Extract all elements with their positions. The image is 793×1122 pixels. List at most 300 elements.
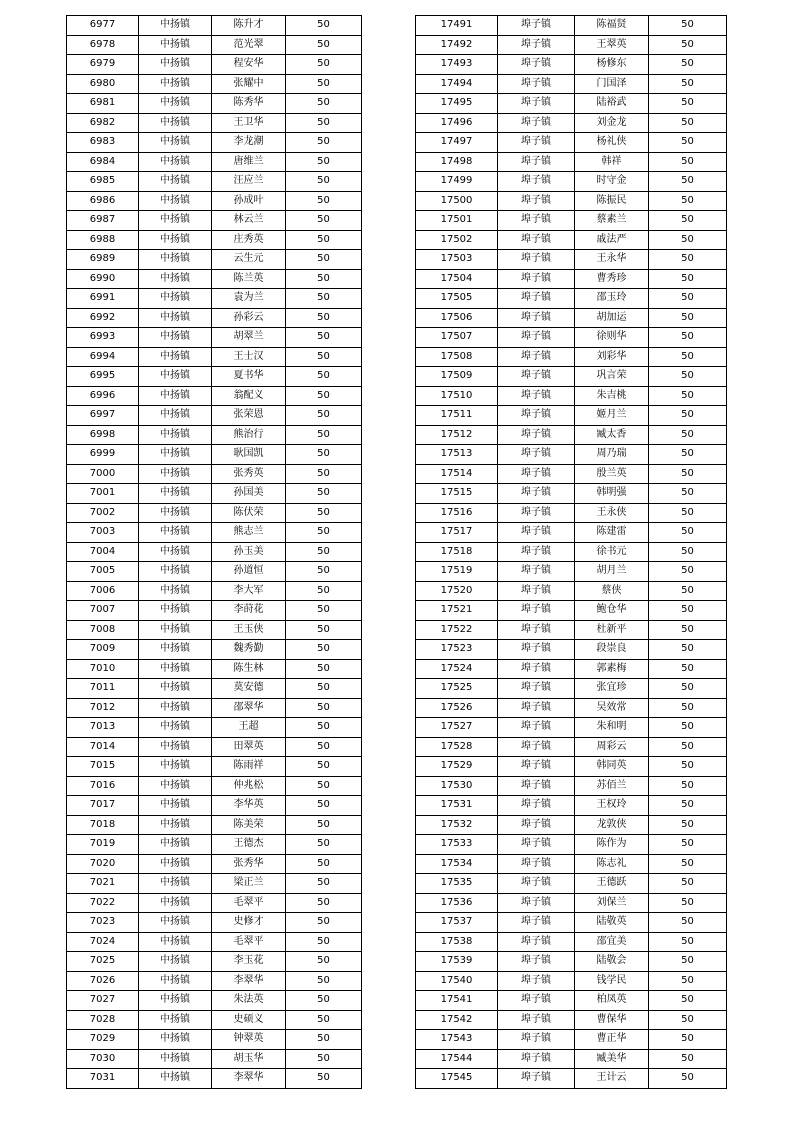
name-cell: 胡翠兰 [212, 328, 286, 348]
amount-cell: 50 [649, 425, 727, 445]
name-cell: 程安华 [212, 55, 286, 75]
table-row [416, 796, 727, 816]
town-cell: 埠子镇 [498, 1069, 575, 1089]
town-cell: 中扬镇 [139, 445, 212, 465]
amount-cell: 50 [286, 913, 362, 933]
name-cell: 王永侠 [575, 503, 649, 523]
amount-cell: 50 [286, 269, 362, 289]
row-number-cell: 17508 [416, 347, 498, 367]
row-number-cell: 7019 [67, 835, 139, 855]
town-cell: 埠子镇 [498, 796, 575, 816]
amount-cell: 50 [286, 347, 362, 367]
amount-cell: 50 [286, 328, 362, 348]
name-cell: 邵翠华 [212, 698, 286, 718]
name-cell: 时守金 [575, 172, 649, 192]
name-cell: 钟翠英 [212, 1030, 286, 1050]
name-cell: 杨礼侠 [575, 133, 649, 153]
table-row [67, 113, 362, 133]
amount-cell: 50 [286, 74, 362, 94]
amount-cell: 50 [286, 757, 362, 777]
amount-cell: 50 [286, 815, 362, 835]
town-cell: 埠子镇 [498, 94, 575, 114]
town-cell: 埠子镇 [498, 133, 575, 153]
name-cell: 王卫华 [212, 113, 286, 133]
row-number-cell: 6985 [67, 172, 139, 192]
amount-cell: 50 [286, 893, 362, 913]
amount-cell: 50 [649, 601, 727, 621]
table-row [416, 932, 727, 952]
name-cell: 陈秀华 [212, 94, 286, 114]
amount-cell: 50 [286, 503, 362, 523]
table-row [416, 620, 727, 640]
row-number-cell: 6977 [67, 16, 139, 36]
amount-cell: 50 [286, 152, 362, 172]
amount-cell: 50 [649, 796, 727, 816]
name-cell: 郭素梅 [575, 659, 649, 679]
amount-cell: 50 [649, 289, 727, 309]
row-number-cell: 6982 [67, 113, 139, 133]
row-number-cell: 17520 [416, 581, 498, 601]
name-cell: 张宜珍 [575, 679, 649, 699]
row-number-cell: 17521 [416, 601, 498, 621]
table-row [416, 776, 727, 796]
row-number-cell: 17529 [416, 757, 498, 777]
row-number-cell: 17544 [416, 1049, 498, 1069]
town-cell: 中扬镇 [139, 94, 212, 114]
name-cell: 王玉侠 [212, 620, 286, 640]
table-row [67, 952, 362, 972]
table-row [416, 991, 727, 1011]
amount-cell: 50 [649, 815, 727, 835]
row-number-cell: 17512 [416, 425, 498, 445]
table-row [416, 94, 727, 114]
roster-table-right [415, 15, 727, 1089]
row-number-cell: 17524 [416, 659, 498, 679]
town-cell: 中扬镇 [139, 1069, 212, 1089]
town-cell: 中扬镇 [139, 503, 212, 523]
amount-cell: 50 [286, 1049, 362, 1069]
row-number-cell: 17502 [416, 230, 498, 250]
amount-cell: 50 [286, 932, 362, 952]
row-number-cell: 7024 [67, 932, 139, 952]
table-row [67, 679, 362, 699]
row-number-cell: 7009 [67, 640, 139, 660]
row-number-cell: 7006 [67, 581, 139, 601]
name-cell: 姬月兰 [575, 406, 649, 426]
row-number-cell: 7001 [67, 484, 139, 504]
name-cell: 梁正兰 [212, 874, 286, 894]
amount-cell: 50 [286, 211, 362, 231]
town-cell: 埠子镇 [498, 367, 575, 387]
table-row [67, 152, 362, 172]
amount-cell: 50 [649, 718, 727, 738]
amount-cell: 50 [649, 503, 727, 523]
row-number-cell: 6993 [67, 328, 139, 348]
name-cell: 门国泽 [575, 74, 649, 94]
town-cell: 埠子镇 [498, 152, 575, 172]
name-cell: 陈福贤 [575, 16, 649, 36]
name-cell: 王翠英 [575, 35, 649, 55]
town-cell: 中扬镇 [139, 991, 212, 1011]
row-number-cell: 17543 [416, 1030, 498, 1050]
row-number-cell: 6990 [67, 269, 139, 289]
row-number-cell: 7027 [67, 991, 139, 1011]
table-row [67, 484, 362, 504]
row-number-cell: 17527 [416, 718, 498, 738]
row-number-cell: 7029 [67, 1030, 139, 1050]
row-number-cell: 7023 [67, 913, 139, 933]
name-cell: 曹正华 [575, 1030, 649, 1050]
town-cell: 中扬镇 [139, 854, 212, 874]
amount-cell: 50 [649, 835, 727, 855]
town-cell: 中扬镇 [139, 425, 212, 445]
name-cell: 仲兆松 [212, 776, 286, 796]
table-row [67, 269, 362, 289]
row-number-cell: 17510 [416, 386, 498, 406]
town-cell: 埠子镇 [498, 542, 575, 562]
amount-cell: 50 [649, 1010, 727, 1030]
row-number-cell: 17494 [416, 74, 498, 94]
name-cell: 蔡侠 [575, 581, 649, 601]
table-row [416, 347, 727, 367]
table-row [67, 503, 362, 523]
table-row [416, 74, 727, 94]
amount-cell: 50 [649, 230, 727, 250]
table-row [67, 991, 362, 1011]
row-number-cell: 17528 [416, 737, 498, 757]
name-cell: 杨修东 [575, 55, 649, 75]
row-number-cell: 17515 [416, 484, 498, 504]
amount-cell: 50 [286, 523, 362, 543]
name-cell: 王权玲 [575, 796, 649, 816]
table-row [67, 913, 362, 933]
name-cell: 王超 [212, 718, 286, 738]
row-number-cell: 17535 [416, 874, 498, 894]
town-cell: 中扬镇 [139, 347, 212, 367]
name-cell: 孙道恒 [212, 562, 286, 582]
town-cell: 埠子镇 [498, 581, 575, 601]
table-row [67, 932, 362, 952]
town-cell: 埠子镇 [498, 601, 575, 621]
town-cell: 中扬镇 [139, 230, 212, 250]
town-cell: 埠子镇 [498, 406, 575, 426]
amount-cell: 50 [649, 484, 727, 504]
town-cell: 埠子镇 [498, 328, 575, 348]
table-row [416, 601, 727, 621]
table-row [416, 952, 727, 972]
table-row [67, 347, 362, 367]
table-row [416, 269, 727, 289]
name-cell: 李华英 [212, 796, 286, 816]
table-row [416, 913, 727, 933]
name-cell: 曹保华 [575, 1010, 649, 1030]
town-cell: 中扬镇 [139, 757, 212, 777]
name-cell: 王永华 [575, 250, 649, 270]
row-number-cell: 7017 [67, 796, 139, 816]
table-row [416, 289, 727, 309]
name-cell: 夏书华 [212, 367, 286, 387]
row-number-cell: 17516 [416, 503, 498, 523]
town-cell: 埠子镇 [498, 620, 575, 640]
table-row [67, 425, 362, 445]
row-number-cell: 7022 [67, 893, 139, 913]
table-row [67, 1030, 362, 1050]
amount-cell: 50 [286, 718, 362, 738]
amount-cell: 50 [286, 971, 362, 991]
town-cell: 中扬镇 [139, 16, 212, 36]
amount-cell: 50 [286, 835, 362, 855]
name-cell: 孙彩云 [212, 308, 286, 328]
town-cell: 埠子镇 [498, 1010, 575, 1030]
name-cell: 李大军 [212, 581, 286, 601]
amount-cell: 50 [649, 1049, 727, 1069]
row-number-cell: 7014 [67, 737, 139, 757]
row-number-cell: 7018 [67, 815, 139, 835]
amount-cell: 50 [286, 250, 362, 270]
town-cell: 中扬镇 [139, 601, 212, 621]
table-row [67, 406, 362, 426]
amount-cell: 50 [649, 874, 727, 894]
name-cell: 张秀英 [212, 464, 286, 484]
table-row [416, 523, 727, 543]
town-cell: 埠子镇 [498, 211, 575, 231]
amount-cell: 50 [649, 386, 727, 406]
name-cell: 李翠华 [212, 1069, 286, 1089]
table-row [67, 35, 362, 55]
town-cell: 中扬镇 [139, 796, 212, 816]
row-number-cell: 17500 [416, 191, 498, 211]
name-cell: 云生元 [212, 250, 286, 270]
row-number-cell: 17493 [416, 55, 498, 75]
row-number-cell: 17530 [416, 776, 498, 796]
name-cell: 韩祥 [575, 152, 649, 172]
row-number-cell: 7015 [67, 757, 139, 777]
amount-cell: 50 [286, 35, 362, 55]
name-cell: 臧美华 [575, 1049, 649, 1069]
name-cell: 陈雨祥 [212, 757, 286, 777]
amount-cell: 50 [286, 1069, 362, 1089]
name-cell: 李莳花 [212, 601, 286, 621]
town-cell: 埠子镇 [498, 991, 575, 1011]
amount-cell: 50 [649, 679, 727, 699]
row-number-cell: 6981 [67, 94, 139, 114]
row-number-cell: 17532 [416, 815, 498, 835]
row-number-cell: 6992 [67, 308, 139, 328]
name-cell: 陈作为 [575, 835, 649, 855]
table-row [416, 328, 727, 348]
amount-cell: 50 [649, 367, 727, 387]
town-cell: 埠子镇 [498, 74, 575, 94]
town-cell: 埠子镇 [498, 289, 575, 309]
amount-cell: 50 [649, 776, 727, 796]
row-number-cell: 6989 [67, 250, 139, 270]
table-row [416, 971, 727, 991]
town-cell: 中扬镇 [139, 698, 212, 718]
amount-cell: 50 [286, 562, 362, 582]
name-cell: 刘彩华 [575, 347, 649, 367]
amount-cell: 50 [286, 659, 362, 679]
town-cell: 中扬镇 [139, 1030, 212, 1050]
town-cell: 埠子镇 [498, 1049, 575, 1069]
town-cell: 中扬镇 [139, 776, 212, 796]
row-number-cell: 17509 [416, 367, 498, 387]
row-number-cell: 6978 [67, 35, 139, 55]
town-cell: 中扬镇 [139, 269, 212, 289]
town-cell: 中扬镇 [139, 35, 212, 55]
town-cell: 埠子镇 [498, 659, 575, 679]
town-cell: 埠子镇 [498, 932, 575, 952]
amount-cell: 50 [649, 406, 727, 426]
name-cell: 臧太香 [575, 425, 649, 445]
row-number-cell: 17537 [416, 913, 498, 933]
amount-cell: 50 [649, 932, 727, 952]
town-cell: 中扬镇 [139, 55, 212, 75]
town-cell: 埠子镇 [498, 35, 575, 55]
amount-cell: 50 [286, 484, 362, 504]
town-cell: 埠子镇 [498, 464, 575, 484]
name-cell: 鲍仓华 [575, 601, 649, 621]
row-number-cell: 17497 [416, 133, 498, 153]
table-row [416, 562, 727, 582]
amount-cell: 50 [649, 172, 727, 192]
row-number-cell: 6983 [67, 133, 139, 153]
town-cell: 中扬镇 [139, 211, 212, 231]
table-row [67, 367, 362, 387]
row-number-cell: 17531 [416, 796, 498, 816]
amount-cell: 50 [286, 464, 362, 484]
name-cell: 陈伏荣 [212, 503, 286, 523]
row-number-cell: 7013 [67, 718, 139, 738]
amount-cell: 50 [649, 152, 727, 172]
row-number-cell: 7025 [67, 952, 139, 972]
row-number-cell: 7012 [67, 698, 139, 718]
table-row [67, 562, 362, 582]
table-row [416, 1069, 727, 1089]
name-cell: 毛翠平 [212, 932, 286, 952]
town-cell: 埠子镇 [498, 971, 575, 991]
row-number-cell: 17523 [416, 640, 498, 660]
amount-cell: 50 [649, 211, 727, 231]
row-number-cell: 7003 [67, 523, 139, 543]
name-cell: 陈生林 [212, 659, 286, 679]
amount-cell: 50 [649, 913, 727, 933]
name-cell: 范光翠 [212, 35, 286, 55]
row-number-cell: 7005 [67, 562, 139, 582]
row-number-cell: 17517 [416, 523, 498, 543]
table-row [67, 835, 362, 855]
amount-cell: 50 [649, 35, 727, 55]
row-number-cell: 6980 [67, 74, 139, 94]
row-number-cell: 7008 [67, 620, 139, 640]
name-cell: 陆裕武 [575, 94, 649, 114]
town-cell: 埠子镇 [498, 523, 575, 543]
amount-cell: 50 [286, 581, 362, 601]
name-cell: 王士汉 [212, 347, 286, 367]
amount-cell: 50 [649, 523, 727, 543]
table-row [67, 893, 362, 913]
row-number-cell: 7021 [67, 874, 139, 894]
amount-cell: 50 [286, 16, 362, 36]
amount-cell: 50 [649, 659, 727, 679]
row-number-cell: 6984 [67, 152, 139, 172]
row-number-cell: 17495 [416, 94, 498, 114]
row-number-cell: 17538 [416, 932, 498, 952]
amount-cell: 50 [649, 562, 727, 582]
amount-cell: 50 [649, 1069, 727, 1089]
town-cell: 埠子镇 [498, 776, 575, 796]
town-cell: 埠子镇 [498, 854, 575, 874]
row-number-cell: 7000 [67, 464, 139, 484]
town-cell: 中扬镇 [139, 971, 212, 991]
row-number-cell: 17514 [416, 464, 498, 484]
amount-cell: 50 [649, 445, 727, 465]
table-row [416, 698, 727, 718]
town-cell: 埠子镇 [498, 445, 575, 465]
town-cell: 中扬镇 [139, 542, 212, 562]
table-row [67, 1049, 362, 1069]
table-row [416, 152, 727, 172]
name-cell: 胡玉华 [212, 1049, 286, 1069]
table-row [416, 191, 727, 211]
row-number-cell: 17518 [416, 542, 498, 562]
table-row [67, 1010, 362, 1030]
name-cell: 朱和明 [575, 718, 649, 738]
amount-cell: 50 [649, 581, 727, 601]
town-cell: 埠子镇 [498, 230, 575, 250]
row-number-cell: 7016 [67, 776, 139, 796]
row-number-cell: 7007 [67, 601, 139, 621]
row-number-cell: 17541 [416, 991, 498, 1011]
row-number-cell: 17534 [416, 854, 498, 874]
table-row [67, 640, 362, 660]
table-row [67, 172, 362, 192]
town-cell: 埠子镇 [498, 16, 575, 36]
table-row [67, 620, 362, 640]
row-number-cell: 6988 [67, 230, 139, 250]
table-row [416, 659, 727, 679]
town-cell: 埠子镇 [498, 113, 575, 133]
town-cell: 埠子镇 [498, 386, 575, 406]
amount-cell: 50 [286, 952, 362, 972]
row-number-cell: 17519 [416, 562, 498, 582]
table-row [416, 133, 727, 153]
table-row [416, 367, 727, 387]
amount-cell: 50 [649, 113, 727, 133]
row-number-cell: 17542 [416, 1010, 498, 1030]
row-number-cell: 17507 [416, 328, 498, 348]
row-number-cell: 17501 [416, 211, 498, 231]
row-number-cell: 17506 [416, 308, 498, 328]
row-number-cell: 7026 [67, 971, 139, 991]
roster-table-left-body [67, 16, 362, 1089]
name-cell: 田翠英 [212, 737, 286, 757]
town-cell: 埠子镇 [498, 503, 575, 523]
amount-cell: 50 [649, 55, 727, 75]
amount-cell: 50 [286, 776, 362, 796]
amount-cell: 50 [649, 952, 727, 972]
town-cell: 埠子镇 [498, 737, 575, 757]
amount-cell: 50 [286, 991, 362, 1011]
row-number-cell: 17539 [416, 952, 498, 972]
name-cell: 张秀华 [212, 854, 286, 874]
amount-cell: 50 [649, 640, 727, 660]
amount-cell: 50 [286, 289, 362, 309]
town-cell: 中扬镇 [139, 913, 212, 933]
table-row [67, 445, 362, 465]
table-row [67, 74, 362, 94]
amount-cell: 50 [649, 737, 727, 757]
row-number-cell: 6979 [67, 55, 139, 75]
